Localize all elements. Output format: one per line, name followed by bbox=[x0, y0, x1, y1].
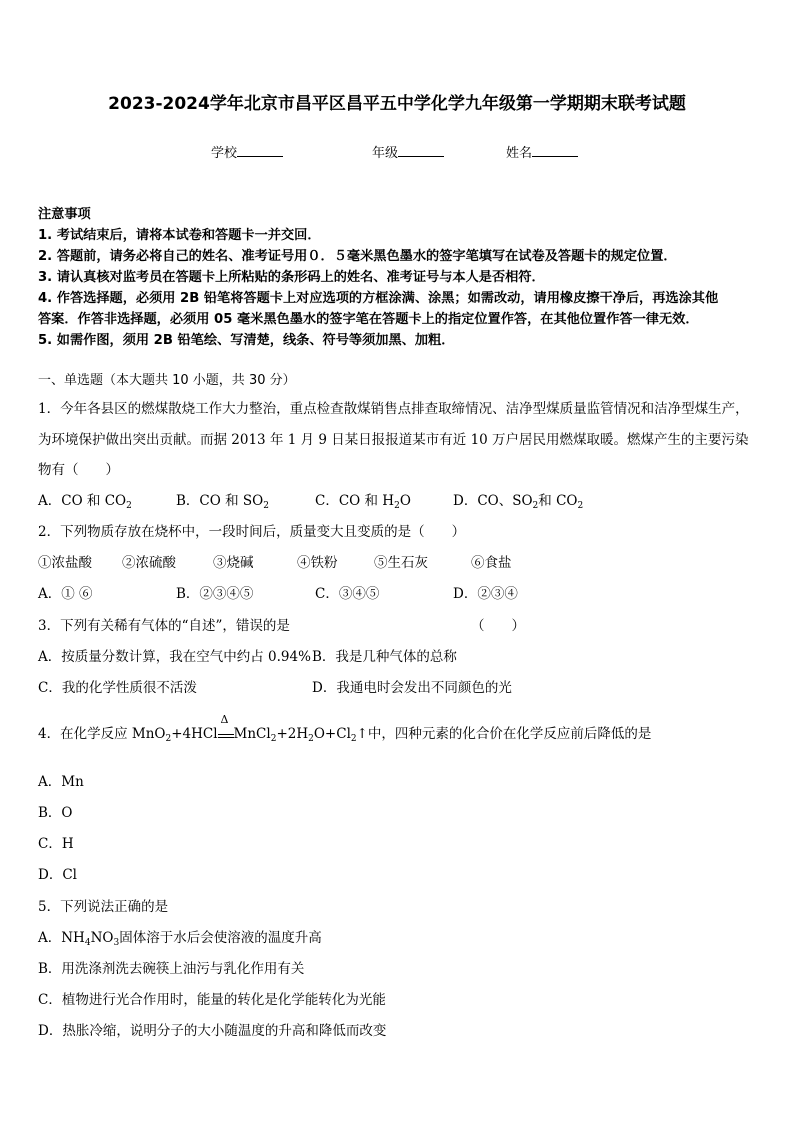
q3-stem: 3．下列有关稀有气体的“自述”，错误的是 bbox=[38, 618, 290, 634]
grade-label: 年级 bbox=[372, 146, 399, 161]
notice-heading: 注意事项 bbox=[38, 207, 91, 222]
q1-option-a[interactable]: A．CO 和 $CO_2$ bbox=[38, 493, 132, 511]
q2-item: ③烧碱 bbox=[213, 555, 254, 571]
q2-item: ④铁粉 bbox=[297, 555, 338, 571]
grade-blank bbox=[398, 144, 444, 157]
q1-stem-line: 1．今年各县区的燃煤散烧工作大力整治，重点检查散煤销售点排查取缔情况、洁净型煤质量监管情况和洁净型煤生产， bbox=[38, 401, 749, 417]
school-blank bbox=[237, 144, 283, 157]
name-field bbox=[506, 142, 578, 161]
grade-field bbox=[372, 142, 444, 161]
q1-stem-line: 为环境保护做出突出贡献。而据 2013 年 1 月 9 日某日报报道某市有近 10 万户居民用燃煤取暖。燃煤产生的主要污染 bbox=[38, 432, 749, 448]
q4-option-d[interactable]: D．Cl bbox=[38, 867, 77, 883]
school-label: 学校 bbox=[211, 146, 238, 161]
q2-option-c[interactable]: C．③④⑤ bbox=[315, 586, 380, 602]
q4-option-c[interactable]: C．H bbox=[38, 836, 74, 852]
q4-option-b[interactable]: B．O bbox=[38, 805, 73, 821]
notice-item: 2. 答题前，请务必将自己的姓名、准考证号用０．５毫米黑色墨水的签字笔填写在试卷及答题卡的规定位置． bbox=[38, 249, 677, 264]
q2-option-b[interactable]: B．②③④⑤ bbox=[176, 586, 254, 602]
page-title: 2023-2024学年北京市昌平区昌平五中学化学九年级第一学期期末联考试题 bbox=[108, 94, 686, 114]
q2-item: ⑤生石灰 bbox=[374, 555, 428, 571]
heating-condition-sign: Δ bbox=[218, 728, 234, 738]
notice-item: 1. 考试结束后，请将本试卷和答题卡一并交回． bbox=[38, 228, 321, 243]
notice-item: 答案．作答非选择题，必须用 05 毫米黑色墨水的签字笔在答题卡上的指定位置作答，在其他位置作答一律无效． bbox=[38, 312, 699, 327]
q3-option-d[interactable]: D．我通电时会发出不同颜色的光 bbox=[312, 680, 512, 696]
q2-option-d[interactable]: D．②③④ bbox=[453, 586, 518, 602]
notice-item: 3. 请认真核对监考员在答题卡上所粘贴的条形码上的姓名、准考证号与本人是否相符． bbox=[38, 270, 545, 285]
q4-stem: 4．在化学反应 MnO$_2$+4HCl Δ $MnCl_2+2H_2O+Cl_2↑$中，四种元素的化合价在化学反应前后降低的是 bbox=[38, 713, 652, 744]
q1-option-d[interactable]: D．CO、$SO_2$和 $CO_2$ bbox=[453, 493, 584, 511]
q3-answer-paren: （ ） bbox=[471, 618, 525, 634]
q1-stem-line: 物有（ ） bbox=[38, 462, 119, 478]
q2-item: ⑥食盐 bbox=[471, 555, 512, 571]
q3-option-b[interactable]: B．我是几种气体的总称 bbox=[312, 649, 457, 665]
q2-item: ①浓盐酸 bbox=[38, 555, 92, 571]
q2-item: ②浓硫酸 bbox=[122, 555, 176, 571]
q1-option-c[interactable]: C．CO 和 $H_2O$ bbox=[315, 493, 411, 511]
q2-option-a[interactable]: A．① ⑥ bbox=[38, 586, 93, 602]
q5-option-b[interactable]: B．用洗涤剂洗去碗筷上油污与乳化作用有关 bbox=[38, 961, 305, 977]
q5-option-c[interactable]: C．植物进行光合作用时，能量的转化是化学能转化为光能 bbox=[38, 992, 386, 1008]
q5-stem: 5．下列说法正确的是 bbox=[38, 899, 169, 915]
q2-stem: 2．下列物质存放在烧杯中，一段时间后，质量变大且变质的是（ ） bbox=[38, 524, 466, 540]
name-blank bbox=[532, 144, 578, 157]
notice-item: 4. 作答选择题，必须用 2B 铅笔将答题卡上对应选项的方框涂满、涂黑；如需改动，请用橡皮擦干净后，再选涂其他 bbox=[38, 291, 719, 306]
notice-item: 5. 如需作图，须用 2B 铅笔绘、写清楚，线条、符号等须加黑、加粗． bbox=[38, 333, 455, 348]
q5-option-d[interactable]: D．热胀冷缩，说明分子的大小随温度的升高和降低而改变 bbox=[38, 1023, 387, 1039]
section-heading: 一、单选题（本大题共 10 小题，共 30 分） bbox=[38, 373, 296, 388]
q1-option-b[interactable]: B．CO 和 $SO_2$ bbox=[176, 493, 269, 511]
name-label: 姓名 bbox=[506, 146, 533, 161]
school-field bbox=[211, 142, 283, 161]
q3-option-c[interactable]: C．我的化学性质很不活泼 bbox=[38, 680, 197, 696]
q5-option-a[interactable]: A．$NH_4NO_3$固体溶于水后会使溶液的温度升高 bbox=[38, 930, 322, 948]
q4-option-a[interactable]: A．Mn bbox=[38, 774, 84, 790]
q3-option-a[interactable]: A．按质量分数计算，我在空气中约占 0.94% bbox=[38, 649, 311, 665]
